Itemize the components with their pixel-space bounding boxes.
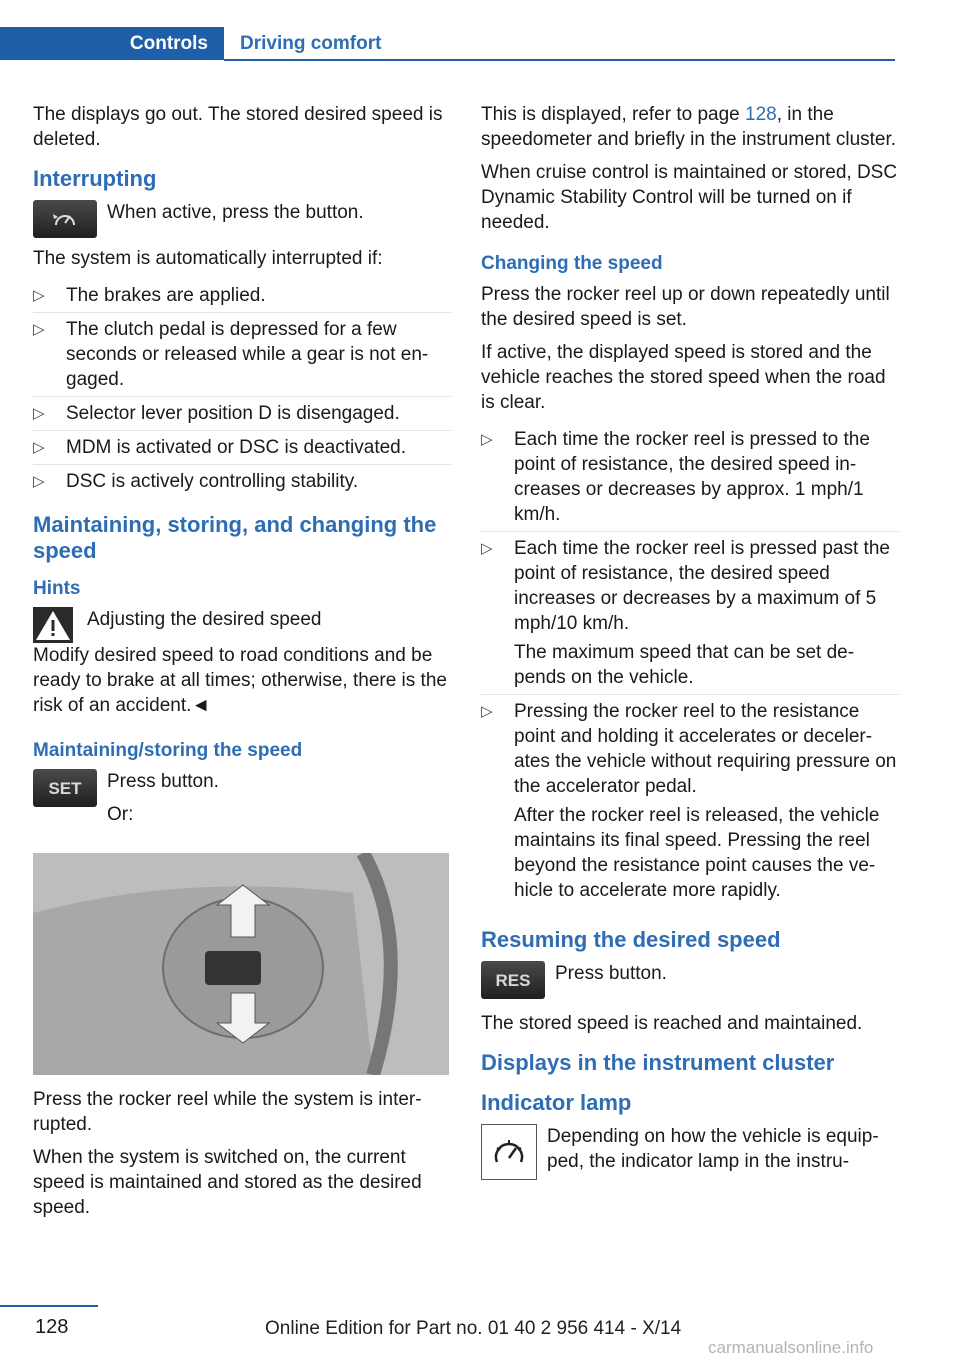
indicator-text: Depending on how the vehicle is equip‐ ped, the indicator lamp in the instru‐	[547, 1126, 879, 1172]
warning-title: Adjusting the desired speed	[87, 609, 322, 630]
set-row	[33, 769, 451, 835]
maintain-heading: Maintaining, storing, and changing the speed	[33, 512, 437, 563]
triangle-bullet-icon: ▷	[33, 439, 45, 456]
triangle-bullet-icon: ▷	[33, 473, 45, 490]
list-item: ▷ The clutch pedal is depressed for a few seconds or released while a gear is not en‐ gaged.	[33, 313, 451, 397]
press-button-text: Press button.	[107, 771, 219, 792]
changing-heading: Changing the speed	[481, 253, 663, 274]
list-item: ▷ MDM is activated or DSC is deactivated.	[33, 431, 451, 465]
intro-text: The displays go out. The stored desired speed is deleted.	[33, 104, 443, 150]
res-press-text: Press button.	[555, 963, 667, 984]
left-column	[33, 102, 451, 1228]
interrupt-bullet-list	[33, 279, 451, 498]
right-column	[481, 102, 899, 1182]
resume-heading: Resuming the desired speed	[481, 927, 781, 952]
triangle-bullet-icon: ▷	[33, 405, 45, 422]
page-link[interactable]: 128	[745, 104, 777, 125]
triangle-bullet-icon: ▷	[481, 431, 493, 448]
auto-interrupt-text: The system is automatically interrupted if:	[33, 248, 383, 269]
res-row	[481, 961, 899, 999]
if-active-text: If active, the displayed speed is stored and the vehicle reaches the stored speed when the road is clear.	[481, 342, 886, 413]
list-item: ▷ Pressing the rocker reel to the resistance point and holding it accelerates or deceler‐ ates the vehicle without requiring pressure on the accelerator pedal. After the rocker reel is released, the vehicle maintains its final speed. Pressing the reel beyond the resistance point causes the ve‐ hicle to accelerate more rapidly.	[481, 701, 897, 901]
indicator-heading: Indicator lamp	[481, 1090, 632, 1115]
list-item: ▷ Selector lever position D is disengaged.	[33, 397, 451, 431]
rocker-text: Press the rocker reel while the system is inter‐ rupted.	[33, 1089, 422, 1135]
list-item: ▷ The brakes are applied.	[33, 279, 451, 313]
dsc-text: When cruise control is maintained or stored, DSC Dynamic Stability Control will be turned on if needed.	[481, 162, 898, 233]
cruise-control-button-icon	[33, 200, 97, 238]
list-item: ▷ DSC is actively controlling stability.	[33, 471, 359, 492]
or-text: Or:	[107, 804, 134, 825]
triangle-bullet-icon: ▷	[33, 287, 45, 304]
triangle-bullet-icon: ▷	[33, 321, 45, 338]
interrupting-text: When active, press the button.	[107, 202, 364, 223]
page-header	[0, 0, 895, 62]
interrupt-row	[33, 200, 451, 238]
triangle-bullet-icon: ▷	[481, 703, 493, 720]
watermark-text: carmanualsonline.info	[708, 1338, 874, 1357]
header-tab-controls: Controls	[0, 27, 224, 60]
hints-heading: Hints	[33, 578, 81, 599]
indicator-row	[481, 1124, 899, 1182]
store-heading: Maintaining/storing the speed	[33, 740, 303, 761]
displays-heading: Displays in the instrument cluster	[481, 1050, 835, 1075]
list-item: ▷ Each time the rocker reel is pressed to the point of resistance, the desired speed in‐ creases or decreases by approx. 1 mph/1 km/h.	[481, 423, 899, 532]
changing-text: Press the rocker reel up or down repeatedly until the desired speed is set.	[481, 284, 890, 330]
res-button-icon: RES	[481, 961, 545, 999]
set-button-icon: SET	[33, 769, 97, 807]
displayed-text: This is displayed, refer to page 128, in the speedometer and briefly in the instrument cluster.	[481, 104, 897, 150]
edition-text: Online Edition for Part no. 01 40 2 956 414 - X/14	[265, 1318, 682, 1339]
warning-text: Modify desired speed to road conditions and be ready to brake at all times; otherwise, there is the risk of an accident.◄	[33, 645, 447, 716]
interrupting-heading: Interrupting	[33, 166, 157, 191]
triangle-bullet-icon: ▷	[481, 540, 493, 557]
warning-icon	[33, 607, 73, 643]
list-item: ▷ Each time the rocker reel is pressed past the point of resistance, the desired speed increases or decreases by a maximum of 5 mph/10 km/h. The maximum speed that can be set de‐ pends on the vehicle.	[481, 532, 899, 695]
changing-bullet-list	[481, 423, 899, 907]
stored-reached-text: The stored speed is reached and maintained.	[481, 1013, 863, 1034]
footer-rule	[0, 1305, 98, 1307]
warning-row	[33, 607, 451, 643]
cruise-control-lamp-icon	[481, 1124, 537, 1180]
header-tab-section: Driving comfort	[240, 32, 382, 54]
page-number: 128	[35, 1316, 69, 1338]
switched-on-text: When the system is switched on, the current speed is maintained and stored as the desired speed.	[33, 1147, 422, 1218]
steering-wheel-photo	[33, 853, 449, 1075]
header-rule	[224, 59, 895, 61]
